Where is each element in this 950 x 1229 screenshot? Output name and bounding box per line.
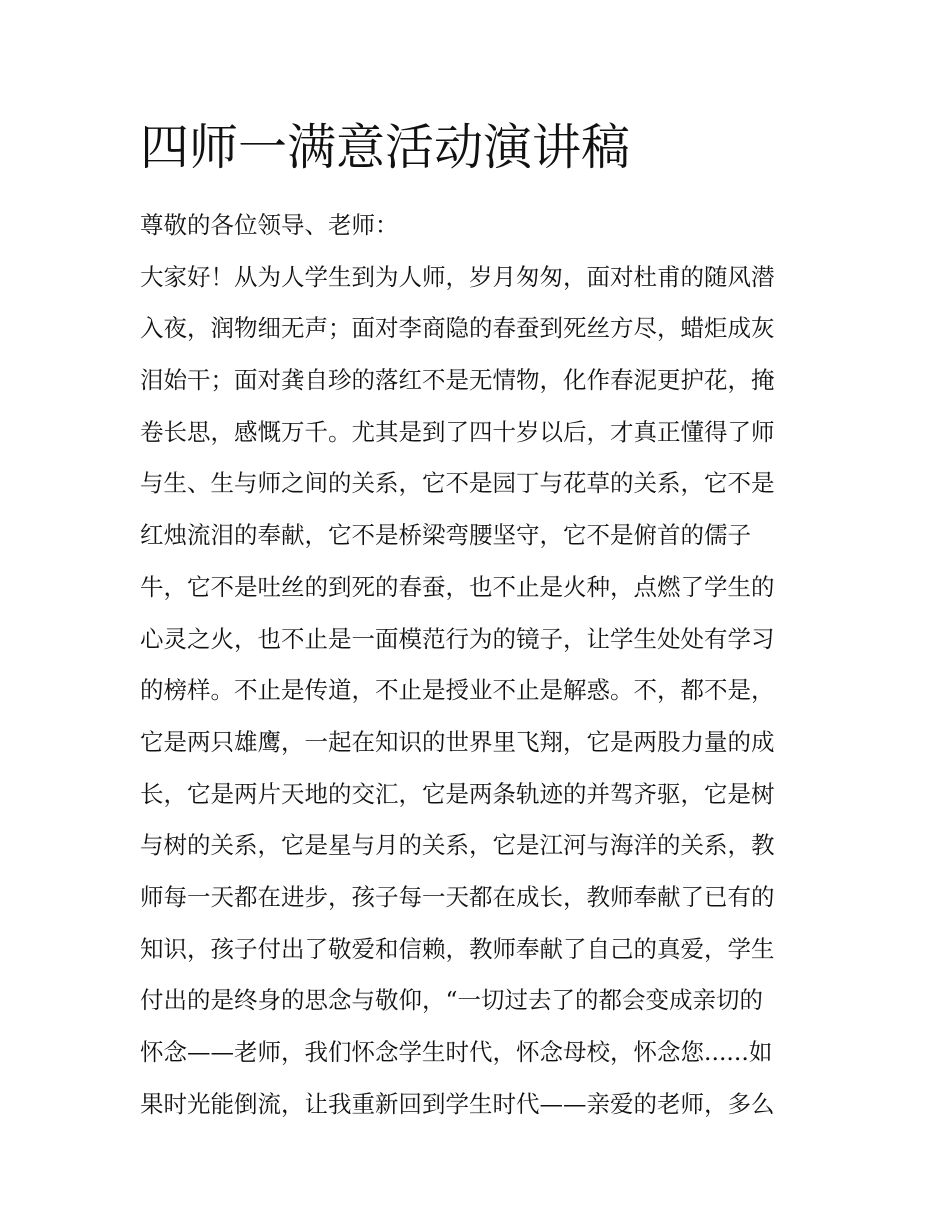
speech-body xyxy=(140,200,820,1130)
body-line: 与生、生与师之间的关系，它不是园丁与花草的关系，它不是 xyxy=(140,469,775,498)
body-line: 付出的是终身的思念与敬仰，“一切过去了的都会变成亲切的 xyxy=(140,986,764,1015)
body-line: 入夜，润物细无声；面对李商隐的春蚕到死丝方尽，蜡炬成灰 xyxy=(140,314,775,343)
body-line: 大家好！从为人学生到为人师，岁月匆匆，面对杜甫的随风潜 xyxy=(140,262,775,291)
body-line: 牛，它不是吐丝的到死的春蚕，也不止是火种，点燃了学生的 xyxy=(140,572,775,601)
body-line: 长，它是两片天地的交汇，它是两条轨迹的并驾齐驱，它是树 xyxy=(140,779,775,808)
salutation: 尊敬的各位领导、老师： xyxy=(140,211,399,239)
body-line: 泪始干；面对龚自珍的落红不是无情物，化作春泥更护花，掩 xyxy=(140,366,775,395)
body-line: 它是两只雄鹰，一起在知识的世界里飞翔，它是两股力量的成 xyxy=(140,727,775,756)
body-line: 卷长思，感慨万千。尤其是到了四十岁以后，才真正懂得了师 xyxy=(140,417,775,446)
body-line: 果时光能倒流，让我重新回到学生时代——亲爱的老师，多么 xyxy=(140,1089,775,1118)
body-line: 的榜样。不止是传道，不止是授业不止是解惑。不，都不是， xyxy=(140,676,775,705)
body-line: 师每一天都在进步，孩子每一天都在成长，教师奉献了已有的 xyxy=(140,882,775,911)
body-line: 知识，孩子付出了敬爱和信赖，教师奉献了自己的真爱，学生 xyxy=(140,934,775,963)
body-line: 与树的关系，它是星与月的关系，它是江河与海洋的关系，教 xyxy=(140,831,775,860)
body-line: 红烛流泪的奉献，它不是桥梁弯腰坚守，它不是俯首的儒子 xyxy=(140,521,751,550)
body-line: 心灵之火，也不止是一面模范行为的镜子，让学生处处有学习 xyxy=(140,624,775,653)
page-title: 四师一满意活动演讲稿 xyxy=(140,119,631,176)
body-line: 怀念——老师，我们怀念学生时代，怀念母校，怀念您......如 xyxy=(140,1038,773,1066)
